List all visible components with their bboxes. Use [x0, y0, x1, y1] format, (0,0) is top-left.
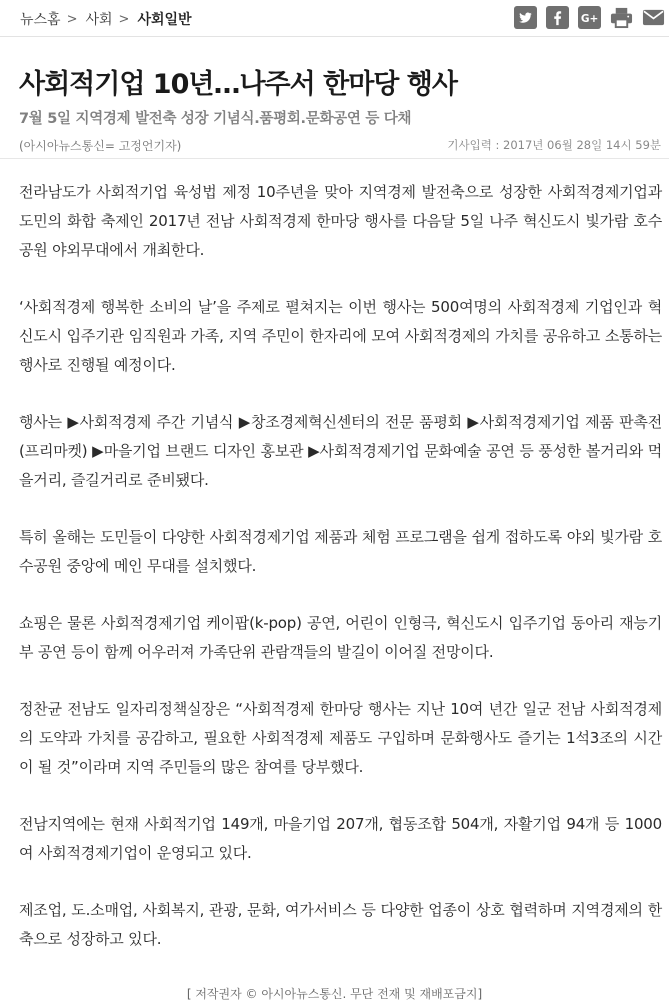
article-byline: (아시아뉴스통신= 고정언기자): [19, 139, 182, 153]
article-paragraph: 쇼핑은 물론 사회적경제기업 케이팝(k-pop) 공연, 어린이 인형극, 혁신도시 입주기업 동아리 재능기부 공연 등이 함께 어우러져 가족단위 관람객들의 발길이 이어질 전망이다.: [19, 614, 662, 661]
article-paragraph: 제조업, 도.소매업, 사회복지, 관광, 문화, 여가서비스 등 다양한 업종이 상호 협력하며 지역경제의 한 축으로 성장하고 있다.: [19, 901, 662, 948]
breadcrumb-separator: >: [66, 11, 78, 27]
breadcrumb-news-home[interactable]: 뉴스홈: [20, 12, 61, 28]
breadcrumb-separator: >: [118, 11, 130, 27]
breadcrumb: [20, 9, 192, 29]
article-dateline: 기사입력 : 2017년 06월 28일 14시 59분: [447, 138, 661, 152]
breadcrumb-society-general[interactable]: 사회일반: [137, 12, 192, 28]
twitter-icon[interactable]: [514, 6, 537, 29]
copyright-notice: [ 저작권자 © 아시아뉴스통신. 무단 전재 및 재배포금지]: [186, 987, 483, 1001]
header-divider: [0, 158, 669, 159]
article-paragraph: 정찬균 전남도 일자리정책실장은 “사회적경제 한마당 행사는 지난 10여 년간 일군 전남 사회적경제의 도약과 가치를 공감하고, 필요한 사회적경제 제품도 구입하며 문화행사도 즐기는 1석3조의 시간이 될 것”이라며 지역 주민들의 많은 참여를 당부했다.: [19, 700, 662, 776]
article-paragraph: 전남지역에는 현재 사회적기업 149개, 마을기업 207개, 협동조합 504개, 자활기업 94개 등 1000여 사회적경제기업이 운영되고 있다.: [19, 815, 662, 862]
article-paragraph: 행사는 ▶사회적경제 주간 기념식 ▶창조경제혁신센터의 전문 품평회 ▶사회적경제기업 제품 판촉전(프리마켓) ▶마을기업 브랜드 디자인 홍보관 ▶사회적경제기업 문화예술 공연 등 풍성한 볼거리와 먹을거리, 즐길거리로 준비됐다.: [19, 413, 662, 489]
facebook-icon[interactable]: [546, 6, 569, 29]
svg-text:G+: G+: [580, 12, 599, 25]
article-body: [19, 178, 662, 982]
article-paragraph: 특히 올해는 도민들이 다양한 사회적경제기업 제품과 체험 프로그램을 쉽게 접하도록 야외 빛가람 호수공원 중앙에 메인 무대를 설치했다.: [19, 528, 662, 575]
share-toolbar: [514, 6, 665, 29]
article-paragraph: ‘사회적경제 행복한 소비의 날’을 주제로 펼쳐지는 이번 행사는 500여명의 사회적경제 기업인과 혁신도시 입주기관 임직원과 가족, 지역 주민이 한자리에 모여 사회적경제의 가치를 공유하고 소통하는 행사로 진행될 예정이다.: [19, 298, 662, 374]
email-icon[interactable]: [642, 6, 665, 29]
top-bar: [0, 0, 669, 37]
article-subtitle: 7월 5일 지역경제 발전축 성장 기념식.품평회.문화공연 등 다채: [19, 111, 412, 127]
google-plus-icon[interactable]: [578, 6, 601, 29]
breadcrumb-society[interactable]: 사회: [85, 12, 113, 28]
print-icon[interactable]: [610, 6, 633, 29]
article-paragraph: 전라남도가 사회적기업 육성법 제정 10주년을 맞아 지역경제 발전축으로 성장한 사회적경제기업과 도민의 화합 축제인 2017년 전남 사회적경제 한마당 행사를 다음달 5일 나주 혁신도시 빛가람 호수공원 야외무대에서 개최한다.: [19, 183, 662, 259]
article-title: 사회적기업 10년…나주서 한마당 행사: [19, 69, 457, 101]
